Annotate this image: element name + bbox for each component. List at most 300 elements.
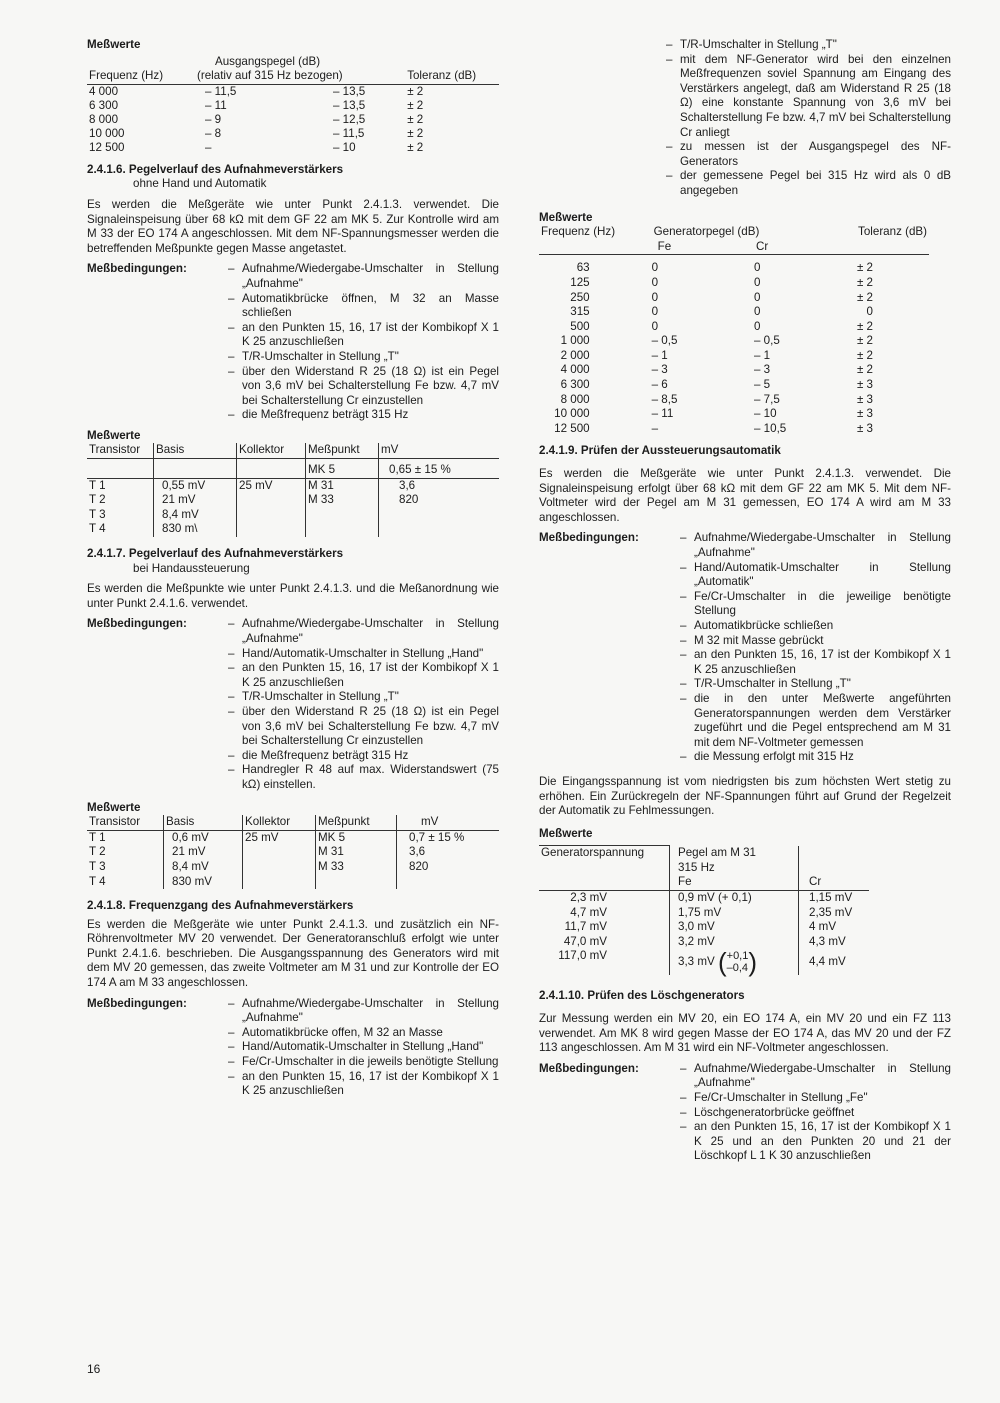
frequency-cell: 4 000 xyxy=(560,363,590,377)
dash-bullet: – xyxy=(228,262,235,276)
level-cell: – 11,5 xyxy=(205,84,237,98)
table-cell: 1,15 mV xyxy=(799,891,870,906)
tolerance-cell: ± 2 xyxy=(856,348,873,362)
section-heading: 2.4.1.10. Prüfen des Löschgenerators xyxy=(539,989,745,1003)
level-cell: – xyxy=(651,421,659,435)
condition-text: die Meßfrequenz beträgt 315 Hz xyxy=(242,408,409,422)
condition-item xyxy=(228,647,499,662)
table-cell: 2,3 mV xyxy=(570,891,607,905)
tolerance-cell: ± 3 xyxy=(856,378,873,392)
table-row xyxy=(87,127,499,141)
table-cell xyxy=(316,875,397,890)
left-column xyxy=(87,38,499,1105)
tolerance-lower: –0,4 xyxy=(726,962,749,975)
dash-bullet: – xyxy=(666,52,673,66)
dash-bullet: – xyxy=(228,690,235,704)
tolerance-header: Toleranz (dB) xyxy=(858,225,927,239)
table-cell xyxy=(306,508,379,523)
section-paragraph: Zur Messung werden ein MV 20, ein EO 174 A, ein MV 20 und ein FZ 113 verwendet. Am MK 8 wird gegen Masse der EO 174 A, das MV 20 und der FZ 113 angeschlossen. Am M 31 wird ein NF-Voltmeter angeschlossen. xyxy=(539,1012,951,1055)
frequency-cell: 2 000 xyxy=(560,348,590,362)
kollektor-header: Kollektor xyxy=(243,815,316,830)
table-cell: 21 mV xyxy=(164,845,243,860)
table-cell: M 33 xyxy=(306,493,379,508)
condition-text: an den Punkten 15, 16, 17 ist der Kombikopf X 1 K 25 anzuschließen xyxy=(242,661,499,689)
transistor-header: Transistor xyxy=(89,815,141,829)
condition-item xyxy=(228,262,499,291)
table-cell: 3,6 xyxy=(379,478,500,493)
condition-text: zu messen ist der Ausgangspegel des NF-Generators xyxy=(680,140,951,168)
condition-text: Handregler R 48 auf max. Widerstandswert (75 kΩ) einstellen. xyxy=(242,763,499,791)
section-paragraph: Es werden die Meßgeräte wie unter Punkt 2.4.1.3. verwendet. Die Signaleinspeisung erfolgt über 68 kΩ mit dem GF 22 am MK 5. Mit dem NF-Voltmeter wird der Pegel am M 31 gemessen, EO 174 A wird am M 33 angeschlossen. xyxy=(539,467,951,524)
condition-item xyxy=(228,1070,499,1099)
measurement-conditions xyxy=(87,617,499,792)
table-cell xyxy=(243,875,316,890)
frequency-cell: 63 xyxy=(576,261,590,275)
frequency-cell: 1 000 xyxy=(560,334,590,348)
condition-item xyxy=(228,690,499,705)
condition-item xyxy=(680,677,951,692)
level-cell: – 12,5 xyxy=(333,112,366,126)
condition-text: die in den unter Meßwerte angeführten Generatorspannungen werden dem Verstärker zugeführt und die Pegel entsprechend am M 31 mit dem NF-Voltmeter gemessen xyxy=(694,691,951,749)
table-row xyxy=(539,320,929,335)
condition-item xyxy=(680,619,951,634)
condition-text: über den Widerstand R 25 (18 Ω) ist ein Pegel von 3,6 mV bei Schalterstellung Fe bzw. 4,7 mV bei Schalterstellung Cr einzustellen xyxy=(242,704,499,748)
table-row xyxy=(87,830,499,845)
condition-item xyxy=(228,321,499,350)
frequency-cell: 500 xyxy=(570,319,590,333)
dash-bullet: – xyxy=(228,291,235,305)
table-cell xyxy=(306,522,379,537)
measured-values-label: Meßwerte xyxy=(87,800,141,814)
section-subheading: bei Handaussteuerung xyxy=(133,561,250,575)
conditions-list-continued xyxy=(666,38,951,199)
table-cell: 820 xyxy=(379,493,500,508)
freq-header: 315 Hz xyxy=(670,861,799,876)
table-cell: 25 mV xyxy=(243,830,316,845)
level-cell: 0 xyxy=(651,261,659,275)
conditions-list xyxy=(228,617,499,792)
fe-header: Fe xyxy=(657,239,672,253)
condition-item xyxy=(228,661,499,690)
frequency-cell: 8 000 xyxy=(89,112,119,126)
table-cell: 117,0 mV xyxy=(558,949,607,963)
table-row xyxy=(539,305,929,320)
table-cell: 47,0 mV xyxy=(563,934,607,948)
level-cell: – 10 xyxy=(754,407,777,421)
measured-values-label: Meßwerte xyxy=(539,210,593,224)
fe-header: Fe xyxy=(670,875,799,890)
tolerance-header: Toleranz (dB) xyxy=(407,69,477,83)
section-paragraph: Die Eingangsspannung ist vom niedrigsten bis zum höchsten Wert stetig zu erhöhen. Ein Zurückregeln der NF-Spannungen führt auf Grund der Regelzeit der Automatik zu Fehlmessungen. xyxy=(539,774,951,818)
section-paragraph: Es werden die Meßpunkte wie unter Punkt 2.4.1.3. und die Meßanordnung wie unter Punkt 2.4.1.6. verwendet. xyxy=(87,582,499,610)
level-cell: – 13,5 xyxy=(333,84,366,98)
condition-item xyxy=(680,1106,951,1121)
dash-bullet: – xyxy=(228,1025,235,1039)
condition-text: Fe/Cr-Umschalter in Stellung „Fe" xyxy=(694,1091,868,1104)
level-cell: 0 xyxy=(651,275,659,289)
table-cell xyxy=(397,875,500,890)
condition-text: die Meßfrequenz beträgt 315 Hz xyxy=(242,748,409,762)
dash-bullet: – xyxy=(680,1120,687,1134)
frequency-cell: 250 xyxy=(570,290,590,304)
table-cell: 0,65 ± 15 % xyxy=(379,459,500,479)
frequency-cell: 12 500 xyxy=(554,421,590,435)
frequency-cell: 315 xyxy=(570,305,590,319)
table-row xyxy=(539,276,929,291)
table-cell: 3,6 xyxy=(397,845,500,860)
table-cell: 1,75 mV xyxy=(670,906,799,921)
frequency-cell: 6 300 xyxy=(560,378,590,392)
level-cell: – 11 xyxy=(205,98,227,112)
pegel-header: Pegel am M 31 xyxy=(670,846,799,861)
table-cell: 25 mV xyxy=(237,478,306,493)
table-row xyxy=(87,875,499,890)
tolerance-upper: +0,1 xyxy=(726,950,749,963)
dash-bullet: – xyxy=(680,531,687,545)
dash-bullet: – xyxy=(680,633,687,647)
level-cell: – 1 xyxy=(651,348,668,362)
condition-text: die Messung erfolgt mit 315 Hz xyxy=(694,750,854,764)
measured-values-label: Meßwerte xyxy=(87,428,141,442)
mv-header: mV xyxy=(379,443,500,458)
tolerance-cell: ± 2 xyxy=(407,112,424,126)
table-row xyxy=(87,113,499,127)
table-row xyxy=(539,935,869,950)
output-level-table xyxy=(87,55,499,155)
table-row xyxy=(87,522,499,537)
tolerance-cell: ± 2 xyxy=(856,363,873,377)
frequency-header: Frequenz (Hz) xyxy=(541,225,616,239)
tolerance-cell: 0 xyxy=(866,305,873,319)
table-cell xyxy=(243,860,316,875)
level-cell: – 3 xyxy=(754,363,771,377)
condition-text: M 32 mit Masse gebrückt xyxy=(694,633,824,647)
table-cell: 0,7 ± 15 % xyxy=(397,830,500,845)
dash-bullet: – xyxy=(228,996,235,1010)
frequency-cell: 10 000 xyxy=(554,407,590,421)
table-row xyxy=(87,141,499,155)
table-row xyxy=(87,99,499,113)
table-cell: MK 5 xyxy=(316,830,397,845)
table-row xyxy=(539,291,929,306)
condition-text: Aufnahme/Wiedergabe-Umschalter in Stellung „Aufnahme" xyxy=(242,617,499,645)
table-cell: 4,7 mV xyxy=(570,905,607,919)
condition-text: Aufnahme/Wiedergabe-Umschalter in Stellung „Aufnahme" xyxy=(242,262,499,290)
frequency-cell: 6 300 xyxy=(89,98,119,112)
condition-text: T/R-Umschalter in Stellung „T" xyxy=(694,677,851,691)
table-cell: T 4 xyxy=(89,522,106,536)
level-cell: – 0,5 xyxy=(651,334,678,348)
condition-item xyxy=(680,1091,951,1106)
condition-text: Aufnahme/Wiedergabe-Umschalter in Stellung „Aufnahme" xyxy=(694,531,951,559)
table-cell: 3,0 mV xyxy=(670,920,799,935)
table-row xyxy=(539,378,929,393)
dash-bullet: – xyxy=(228,617,235,631)
table-cell: 4,3 mV xyxy=(799,935,870,950)
level-cell: – 11 xyxy=(651,407,674,421)
level-cell: – 9 xyxy=(205,112,222,126)
basis-header: Basis xyxy=(154,443,237,458)
condition-text: Aufnahme/Wiedergabe-Umschalter in Stellung „Aufnahme" xyxy=(694,1061,951,1090)
level-cell: 0 xyxy=(651,319,659,333)
condition-item xyxy=(680,692,951,750)
frequency-cell: 125 xyxy=(570,275,590,289)
level-cell: – 13,5 xyxy=(333,98,366,112)
section-subheading: ohne Hand und Automatik xyxy=(133,177,267,191)
transistor-table xyxy=(87,815,499,889)
conditions-label: Meßbedingungen: xyxy=(539,531,639,545)
dash-bullet: – xyxy=(680,618,687,632)
table-row xyxy=(539,407,929,422)
condition-item xyxy=(680,750,951,765)
condition-item xyxy=(666,169,951,198)
tolerance-cell: ± 2 xyxy=(856,261,873,275)
condition-item xyxy=(228,763,499,792)
level-cell: – xyxy=(205,140,212,154)
table-row xyxy=(87,493,499,508)
automatic-gain-table xyxy=(539,845,869,978)
tolerance-cell: ± 2 xyxy=(856,319,873,333)
condition-item xyxy=(228,365,499,409)
table-row xyxy=(539,906,869,921)
tolerance-cell: ± 2 xyxy=(856,290,873,304)
table-cell: 4 mV xyxy=(799,920,870,935)
condition-item xyxy=(228,292,499,321)
page-number: 16 xyxy=(87,1362,101,1376)
table-cell: 0,6 mV xyxy=(164,830,243,845)
conditions-label: Meßbedingungen: xyxy=(87,617,187,631)
dash-bullet: – xyxy=(228,763,235,777)
condition-text: Automatikbrücke öffnen, M 32 an Masse schließen xyxy=(242,291,499,320)
condition-text: Automatikbrücke schließen xyxy=(694,618,834,632)
tolerance-cell: ± 2 xyxy=(407,98,424,112)
table-cell: 830 mV xyxy=(164,875,243,890)
level-cell: – 10,5 xyxy=(754,421,787,435)
dash-bullet: – xyxy=(666,140,673,154)
section-paragraph: Es werden die Meßgeräte wie unter Punkt 2.4.1.3. und zusätzlich ein NF-Röhrenvoltmeter MV 20 verwendet. Der Generatoranschluß erfolgt wie unter Punkt 2.4.1.6. beschrieben. Die Ausgangsspannung des Generators wird mit dem MV 20 gemessen, das zweite Voltmeter am M 31 und zur Kontrolle der EO 174 A am M 33 angeschlossen. xyxy=(87,917,499,990)
frequency-cell: 10 000 xyxy=(89,126,125,140)
table-cell: M 31 xyxy=(306,478,379,493)
dash-bullet: – xyxy=(228,1040,235,1054)
table-cell xyxy=(379,522,500,537)
condition-text: an den Punkten 15, 16, 17 ist der Kombikopf X 1 K 25 anzuschließen xyxy=(694,648,951,676)
table-cell: 3,2 mV xyxy=(670,935,799,950)
level-cell: 0 xyxy=(754,275,761,289)
table-cell: T 4 xyxy=(89,874,106,888)
transistor-header: Transistor xyxy=(89,443,141,457)
dash-bullet: – xyxy=(228,661,235,675)
condition-text: Hand/Automatik-Umschalter in Stellung „Hand" xyxy=(242,1040,484,1054)
level-cell: – 10 xyxy=(333,140,356,154)
condition-text: Fe/Cr-Umschalter in die jeweilige benötigte Stellung xyxy=(694,589,951,618)
dash-bullet: – xyxy=(228,364,235,378)
table-cell xyxy=(243,845,316,860)
dash-bullet: – xyxy=(666,38,673,51)
conditions-list xyxy=(228,262,499,423)
dash-bullet: – xyxy=(680,648,687,662)
condition-text: an den Punkten 15, 16, 17 ist der Kombikopf X 1 K 25 und an den Punkten 20 und 21 der Löschkopf L 1 K 30 anzuschließen xyxy=(694,1120,951,1163)
condition-text: Fe/Cr-Umschalter in die jeweils benötigte Stellung xyxy=(242,1055,499,1069)
condition-item xyxy=(228,617,499,646)
condition-text: T/R-Umschalter in Stellung „T" xyxy=(680,38,837,51)
condition-text: Automatikbrücke offen, M 32 an Masse xyxy=(242,1025,443,1039)
dash-bullet: – xyxy=(680,560,687,574)
table-cell: M 33 xyxy=(316,860,397,875)
table-cell: M 31 xyxy=(316,845,397,860)
level-cell: 0 xyxy=(754,305,761,319)
frequency-cell: 4 000 xyxy=(89,84,119,98)
table-cell: T 1 xyxy=(89,478,106,492)
condition-text: mit dem NF-Generator wird bei den einzelnen Meßfrequenzen soviel Spannung am Eingang des Verstärkers angelegt, daß am Widerstand R 25 (18 Ω) eine konstante Spannung von 3,6 mV bei Schalterstellung Fe bzw. 4,7 mV bei Schalterstellung Cr anliegt xyxy=(680,52,951,139)
section-paragraph: Es werden die Meßgeräte wie unter Punkt 2.4.1.3. verwendet. Die Signaleinspeisung über 68 kΩ mit dem GF 22 am MK 5. Zur Kontrolle wird am M 33 der EO 174 A angeschlossen. Mit dem NF-Spannungsmesser werden die betreffenden Meßpunkte gegen Masse angetastet. xyxy=(87,197,499,255)
table-cell: 820 xyxy=(397,860,500,875)
frequency-cell: 8 000 xyxy=(560,392,590,406)
condition-item xyxy=(680,1120,951,1164)
table-cell: T 3 xyxy=(89,507,106,521)
measured-values-label: Meßwerte xyxy=(539,826,593,840)
measurement-conditions xyxy=(87,262,499,423)
table-cell: MK 5 xyxy=(306,459,379,479)
section-heading: 2.4.1.9. Prüfen der Aussteuerungsautomatik xyxy=(539,444,781,458)
condition-text: Aufnahme/Wiedergabe-Umschalter in Stellung „Aufnahme" xyxy=(242,996,499,1025)
dash-bullet: – xyxy=(680,1091,687,1104)
condition-text: T/R-Umschalter in Stellung „T" xyxy=(242,349,399,363)
condition-item xyxy=(680,531,951,560)
section-heading: 2.4.1.6. Pegelverlauf des Aufnahmeverstärkers xyxy=(87,162,344,176)
generator-voltage-header: Generatorspannung xyxy=(539,846,670,861)
condition-item xyxy=(680,561,951,590)
table-row xyxy=(87,84,499,99)
level-cell: – 8,5 xyxy=(651,392,678,406)
table-cell: T 2 xyxy=(89,845,106,859)
table-row xyxy=(87,478,499,493)
table-row xyxy=(539,891,869,906)
condition-item xyxy=(228,997,499,1026)
table-cell: 0,9 mV (+ 0,1) xyxy=(670,891,799,906)
frequency-response-table xyxy=(539,225,929,436)
level-cell: – 11,5 xyxy=(333,126,365,140)
table-cell: 4,4 mV xyxy=(799,949,870,975)
condition-text: Löschgeneratorbrücke geöffnet xyxy=(694,1105,855,1119)
section-heading: 2.4.1.8. Frequenzgang des Aufnahmeverstärkers xyxy=(87,899,354,913)
dash-bullet: – xyxy=(228,349,235,363)
output-level-group-header: Ausgangspegel (dB) xyxy=(215,54,321,68)
table-row xyxy=(539,422,929,437)
condition-item xyxy=(228,749,499,764)
conditions-list xyxy=(680,531,951,765)
condition-item xyxy=(680,648,951,677)
dash-bullet: – xyxy=(680,589,687,603)
tolerance-cell: ± 2 xyxy=(407,84,424,98)
level-cell: – 6 xyxy=(651,378,668,392)
condition-item xyxy=(680,1062,951,1091)
tolerance-cell: ± 2 xyxy=(407,126,424,140)
level-cell: – 0,5 xyxy=(754,334,780,348)
condition-text: Hand/Automatik-Umschalter in Stellung „Automatik" xyxy=(694,560,951,589)
condition-item xyxy=(228,1055,499,1070)
kollektor-header: Kollektor xyxy=(237,443,306,458)
tolerance-bracket: ( +0,1 –0,4 ) xyxy=(717,947,758,978)
level-cell: – 1 xyxy=(754,348,771,362)
conditions-label: Meßbedingungen: xyxy=(87,996,187,1010)
dash-bullet: – xyxy=(228,1069,235,1083)
frequency-header: Frequenz (Hz) xyxy=(89,69,164,83)
table-cell: 11,7 mV xyxy=(564,920,607,934)
dash-bullet: – xyxy=(228,1055,235,1069)
dash-bullet: – xyxy=(228,748,235,762)
level-cell: – 5 xyxy=(754,378,771,392)
relative-header: (relativ auf 315 Hz bezogen) xyxy=(197,69,343,83)
table-cell: 8,4 mV xyxy=(154,508,237,523)
table-row xyxy=(539,393,929,408)
transistor-table xyxy=(87,443,499,537)
table-cell: 2,35 mV xyxy=(799,906,870,921)
level-cell: 0 xyxy=(651,305,659,319)
messpunkt-header: Meßpunkt xyxy=(306,443,379,458)
table-cell: 830 m\ xyxy=(154,522,237,537)
table-cell: T 1 xyxy=(89,830,106,844)
measured-values-label: Meßwerte xyxy=(87,38,141,51)
condition-item xyxy=(228,705,499,749)
table-row xyxy=(87,860,499,875)
table-cell: 21 mV xyxy=(154,493,237,508)
conditions-label: Meßbedingungen: xyxy=(87,262,187,276)
dash-bullet: – xyxy=(228,408,235,422)
table-row xyxy=(539,920,869,935)
table-cell xyxy=(237,522,306,537)
right-column xyxy=(539,38,951,1170)
dash-bullet: – xyxy=(228,646,235,660)
measurement-conditions xyxy=(539,1062,951,1164)
tolerance-cell: ± 3 xyxy=(856,392,873,406)
condition-item xyxy=(680,590,951,619)
condition-item xyxy=(228,1026,499,1041)
table-row xyxy=(539,261,929,276)
dash-bullet: – xyxy=(680,750,687,764)
level-cell: 0 xyxy=(754,290,761,304)
table-cell xyxy=(237,493,306,508)
condition-text: über den Widerstand R 25 (18 Ω) ist ein Pegel von 3,6 mV bei Schalterstellung Fe bzw. 4,7 mV bei Schalterstellung Cr einzustellen xyxy=(242,364,499,407)
level-cell: – 8 xyxy=(205,126,222,140)
table-row xyxy=(87,845,499,860)
section-heading: 2.4.1.7. Pegelverlauf des Aufnahmeverstärkers xyxy=(87,547,344,561)
tolerance-cell: ± 2 xyxy=(856,275,873,289)
tolerance-cell: ± 3 xyxy=(856,421,873,435)
dash-bullet: – xyxy=(680,1061,687,1075)
condition-item xyxy=(228,1040,499,1055)
dash-bullet: – xyxy=(228,704,235,718)
table-cell: 8,4 mV xyxy=(164,860,243,875)
condition-item xyxy=(666,53,951,141)
level-cell: 0 xyxy=(651,290,659,304)
table-row xyxy=(87,508,499,523)
conditions-label: Meßbedingungen: xyxy=(539,1061,639,1075)
condition-text: an den Punkten 15, 16, 17 ist der Kombikopf X 1 K 25 anzuschließen xyxy=(242,320,499,349)
dash-bullet: – xyxy=(680,677,687,691)
messpunkt-header: Meßpunkt xyxy=(316,815,397,830)
table-row xyxy=(539,363,929,378)
mv-header: mV xyxy=(397,815,500,830)
condition-item xyxy=(228,350,499,365)
dash-bullet: – xyxy=(228,320,235,334)
dash-bullet: – xyxy=(680,691,687,705)
condition-item xyxy=(666,38,951,53)
table-row xyxy=(539,349,929,364)
tolerance-cell: ± 2 xyxy=(407,140,424,154)
condition-item xyxy=(228,408,499,423)
level-cell: – 7,5 xyxy=(754,392,780,406)
cr-header: Cr xyxy=(799,875,870,890)
